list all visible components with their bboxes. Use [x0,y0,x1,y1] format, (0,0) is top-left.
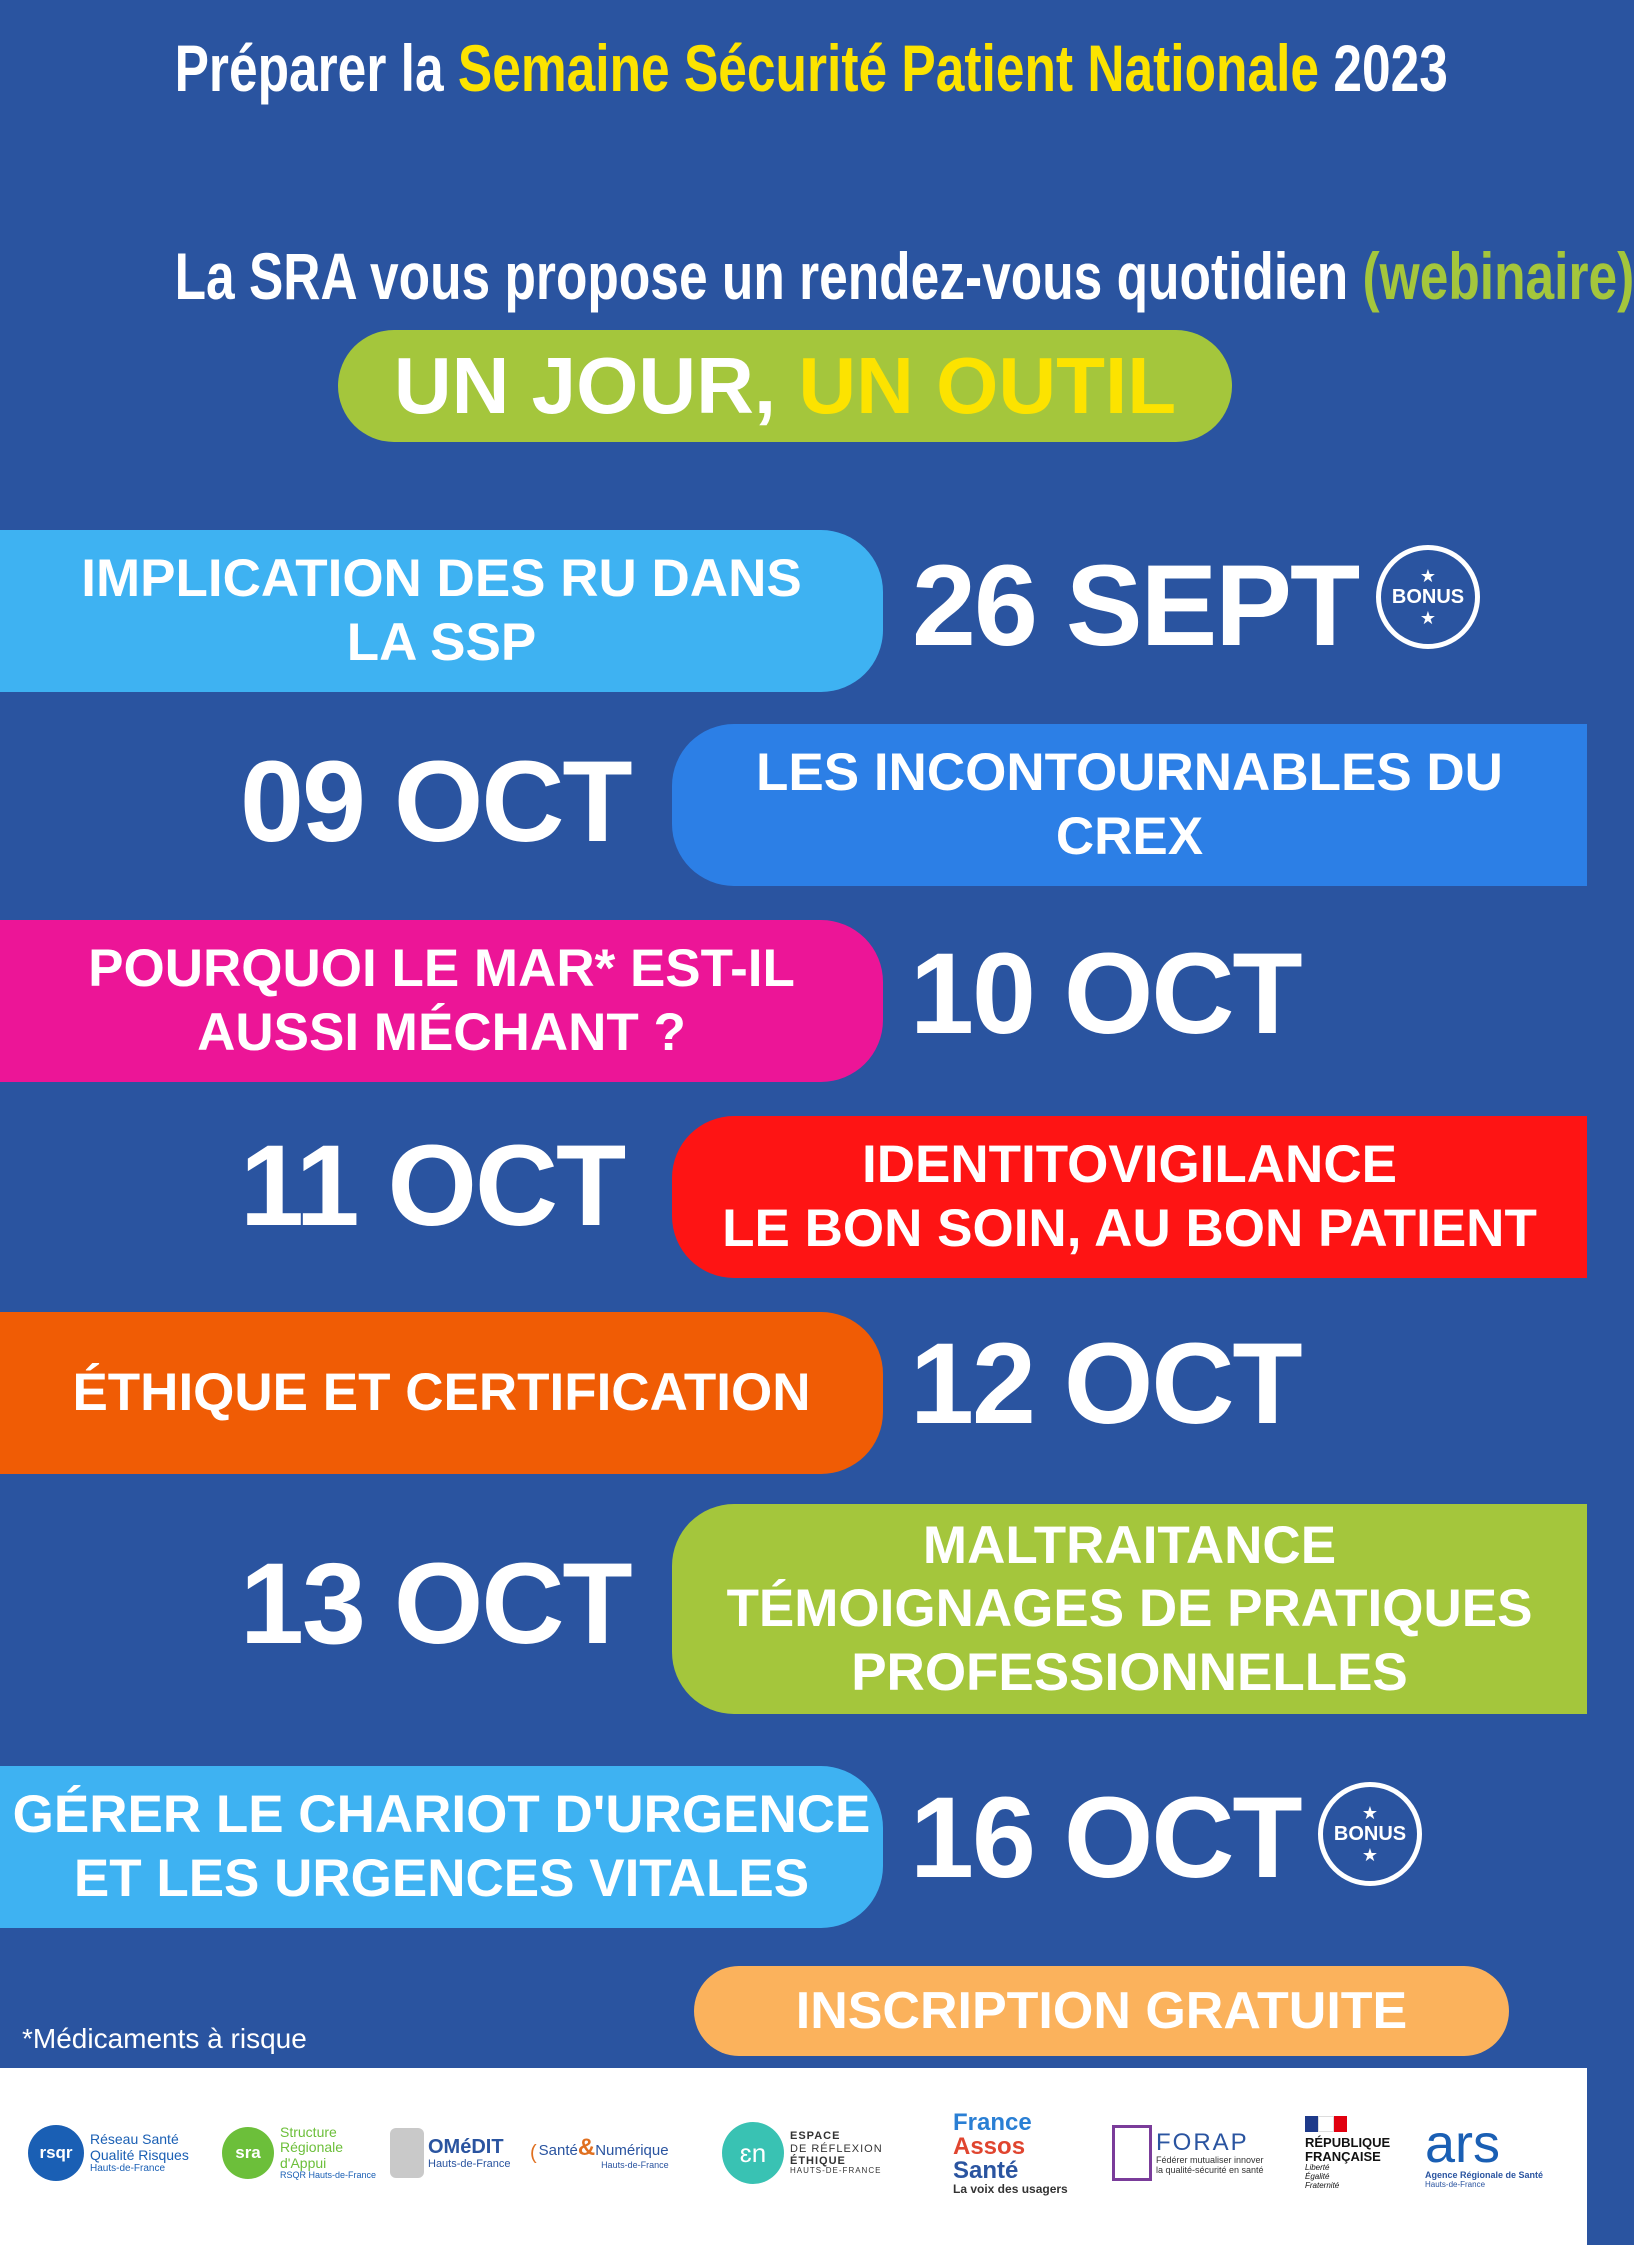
sante-numerique-line: Santé [538,2141,578,2159]
session-date-7: 16 OCT [910,1774,1301,1902]
tagline-white: UN JOUR, [393,341,777,430]
omedit-line: OMéDIT [428,2135,504,2158]
logo-espace-ethique [722,2088,883,2218]
ethique-line: DE RÉFLEXION [790,2142,883,2155]
subtitle-prefix: La SRA vous propose un rendez-vous quotidien [174,239,1349,313]
rsqr-line: Réseau Santé [90,2131,179,2148]
sra-line: Régionale [280,2139,344,2156]
session-topic-4: IDENTITOVIGILANCE LE BON SOIN, AU BON PATIENT [672,1116,1587,1278]
subtitle [174,238,1634,314]
star-icon: ★ [1361,1803,1379,1823]
ars-line: ars [1425,2113,1501,2174]
sra-line: Structure [280,2123,337,2140]
france-assos-line: France [953,2109,1032,2136]
ars-line: Hauts-de-France [1425,2179,1486,2189]
sra-line: d'Appui [280,2154,327,2171]
bonus-label: BONUS [1333,1823,1407,1845]
logo-france-assos-sante [953,2088,1068,2218]
registration-button[interactable]: INSCRIPTION GRATUITE [694,1966,1509,2056]
title-year: 2023 [1333,31,1448,105]
session-date-5: 12 OCT [910,1320,1301,1448]
session-topic-6: MALTRAITANCE TÉMOIGNAGES DE PRATIQUES PROFESSIONNELLES [672,1504,1587,1714]
session-topic-1: IMPLICATION DES RU DANS LA SSP [0,530,883,692]
logo-sante-numerique [530,2088,669,2218]
sante-numerique-line: Hauts-de-France [601,2160,669,2171]
republique-line: FRANÇAISE [1305,2148,1381,2164]
session-date-1: 26 SEPT [912,542,1359,670]
forap-line: la qualité-sécurité en santé [1156,2165,1264,2176]
logo-forap [1112,2088,1264,2218]
sra-line: RSQR Hauts-de-France [280,2170,377,2181]
sante-numerique-line: Numérique [595,2141,669,2159]
republique-line: RÉPUBLIQUE [1305,2134,1391,2150]
republique-line: Liberté [1305,2163,1330,2173]
session-date-4: 11 OCT [240,1122,625,1250]
session-topic-5: ÉTHIQUE ET CERTIFICATION [0,1312,883,1474]
star-icon: ★ [1419,608,1437,628]
logo-sra [222,2088,376,2218]
tagline-pill [338,330,1232,442]
bonus-badge-1 [1376,545,1480,649]
forap-line: FORAP [1156,2128,1249,2156]
page-title [174,30,1448,106]
ethique-mark-icon: ɛn [722,2122,784,2184]
france-assos-line: Assos [953,2133,1026,2160]
session-topic-3: POURQUOI LE MAR* EST-IL AUSSI MÉCHANT ? [0,920,883,1082]
republique-line: Égalité [1305,2171,1330,2181]
logo-republique-francaise [1305,2088,1390,2218]
bonus-label: BONUS [1391,586,1465,608]
ampersand-icon: & [577,2133,596,2161]
forap-line: Fédérer mutualiser innover [1156,2155,1264,2166]
republique-line: Fraternité [1305,2180,1340,2190]
omedit-line: Hauts-de-France [428,2157,511,2170]
ethique-line: ÉTHIQUE [790,2154,846,2167]
sra-mark-icon: sra [222,2127,274,2179]
star-icon: ★ [1361,1845,1379,1865]
session-date-2: 09 OCT [240,738,631,866]
tagline-yellow: UN OUTIL [798,341,1177,430]
ethique-line: HAUTS-DE-FRANCE [790,2165,882,2175]
flag-icon [1305,2116,1347,2132]
logo-rsqr [28,2088,189,2218]
france-assos-line: La voix des usagers [953,2182,1068,2196]
logo-ars [1425,2088,1543,2218]
france-assos-line: Santé [953,2157,1019,2184]
session-date-6: 13 OCT [240,1540,631,1668]
title-highlight: Semaine Sécurité Patient Nationale [457,31,1320,105]
rsqr-mark-icon: rsqr [28,2125,84,2181]
logo-omedit [390,2088,511,2218]
session-date-3: 10 OCT [910,930,1301,1058]
ars-line: Agence Régionale de Santé [1425,2169,1544,2180]
title-prefix: Préparer la [174,31,444,105]
subtitle-highlight: (webinaire) [1362,239,1634,313]
bracket-icon: ( [530,2142,537,2164]
session-topic-2: LES INCONTOURNABLES DU CREX [672,724,1587,886]
forap-mark-icon [1112,2125,1152,2181]
partner-logos [0,2068,1587,2245]
rsqr-line: Hauts-de-France [90,2162,166,2174]
map-icon [390,2128,424,2178]
session-topic-7: GÉRER LE CHARIOT D'URGENCE ET LES URGENCES VITALES [0,1766,883,1928]
ethique-line: ESPACE [790,2130,841,2143]
star-icon: ★ [1419,566,1437,586]
footnote: *Médicaments à risque [22,2023,307,2054]
bonus-badge-2 [1318,1782,1422,1886]
rsqr-line: Qualité Risques [90,2146,189,2163]
